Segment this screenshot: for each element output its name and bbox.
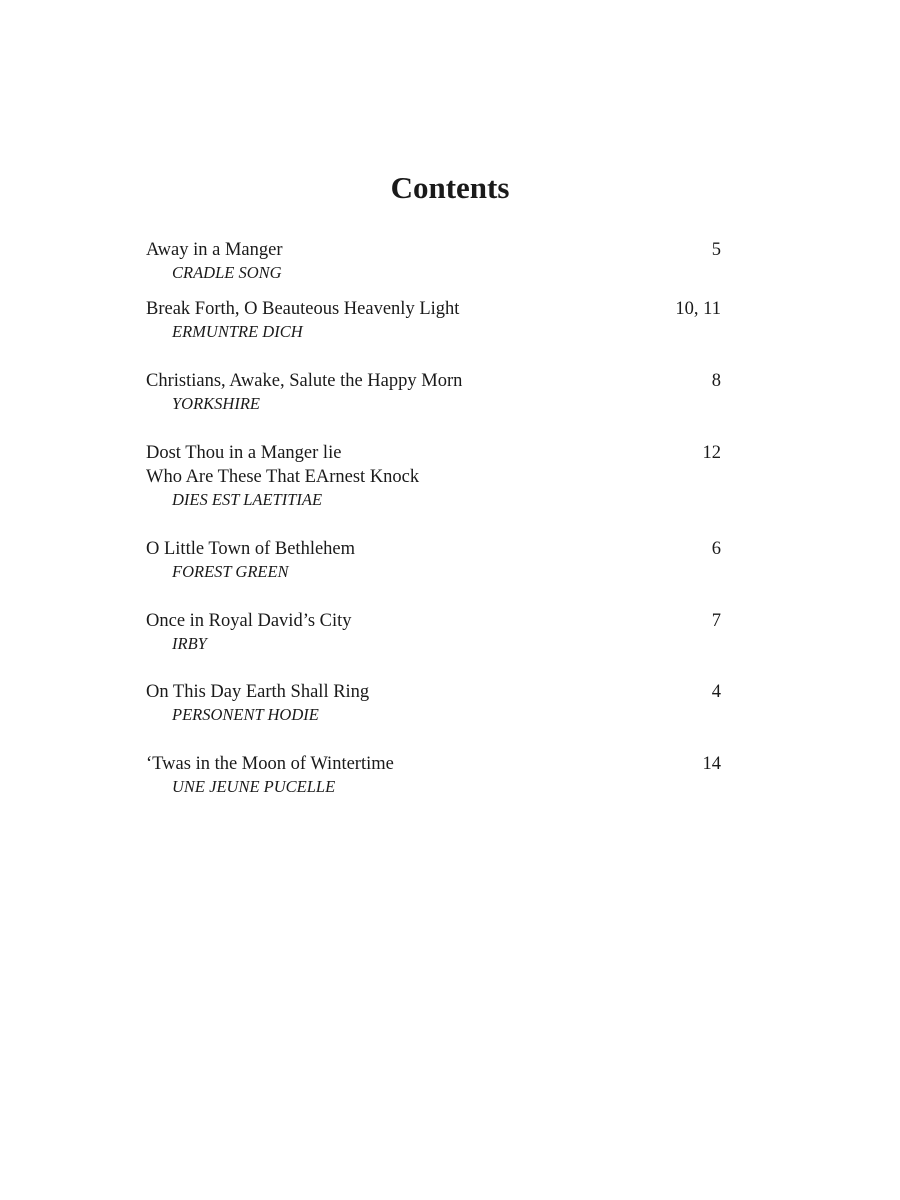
entry-tune-name: CRADLE SONG [172, 263, 282, 282]
toc-entry [146, 537, 721, 583]
toc-entry [146, 752, 721, 798]
table-of-contents [146, 0, 721, 1200]
entry-tune-name: ERMUNTRE DICH [172, 322, 303, 341]
entry-title: Once in Royal David’s City [146, 611, 352, 631]
entry-title: Break Forth, O Beauteous Heavenly Light [146, 299, 460, 319]
entry-title-line [146, 297, 721, 321]
entry-tune-name: DIES EST LAETITIAE [172, 490, 323, 509]
entry-title-line [146, 238, 721, 262]
entry-title: Dost Thou in a Manger lie [146, 443, 342, 463]
entry-page-number: 10, 11 [675, 299, 721, 319]
toc-entry [146, 297, 721, 343]
entry-title-line [146, 465, 721, 489]
entry-title-line [146, 752, 721, 776]
entry-title-line [146, 369, 721, 393]
entry-tune-name: IRBY [172, 634, 207, 653]
entry-tune-name: FOREST GREEN [172, 562, 289, 581]
toc-entry [146, 441, 721, 511]
entry-page-number: 8 [711, 371, 721, 391]
entry-page-number: 4 [711, 682, 721, 702]
entry-page-number: 6 [711, 539, 721, 559]
entry-tune-name: YORKSHIRE [172, 394, 260, 413]
entry-title-line [146, 441, 721, 465]
entry-page-number: 7 [711, 611, 721, 631]
entry-tune-name: PERSONENT HODIE [172, 705, 319, 724]
entry-title: On This Day Earth Shall Ring [146, 682, 370, 702]
toc-entry [146, 680, 721, 726]
entry-title: ‘Twas in the Moon of Wintertime [146, 754, 394, 774]
entry-title: Who Are These That EArnest Knock [146, 467, 420, 487]
entry-title: O Little Town of Bethlehem [146, 539, 356, 559]
entry-title-line [146, 537, 721, 561]
entry-page-number: 14 [702, 754, 721, 774]
page-title: Contents [390, 170, 510, 205]
entry-tune-name: UNE JEUNE PUCELLE [172, 777, 336, 796]
entry-title: Away in a Manger [146, 240, 283, 260]
toc-entry [146, 609, 721, 655]
entry-page-number: 12 [702, 443, 721, 463]
entry-title: Christians, Awake, Salute the Happy Morn [146, 371, 463, 391]
entry-title-line [146, 680, 721, 704]
toc-entry [146, 238, 721, 284]
entry-page-number: 5 [711, 240, 721, 260]
entry-title-line [146, 609, 721, 633]
toc-entry [146, 369, 721, 415]
